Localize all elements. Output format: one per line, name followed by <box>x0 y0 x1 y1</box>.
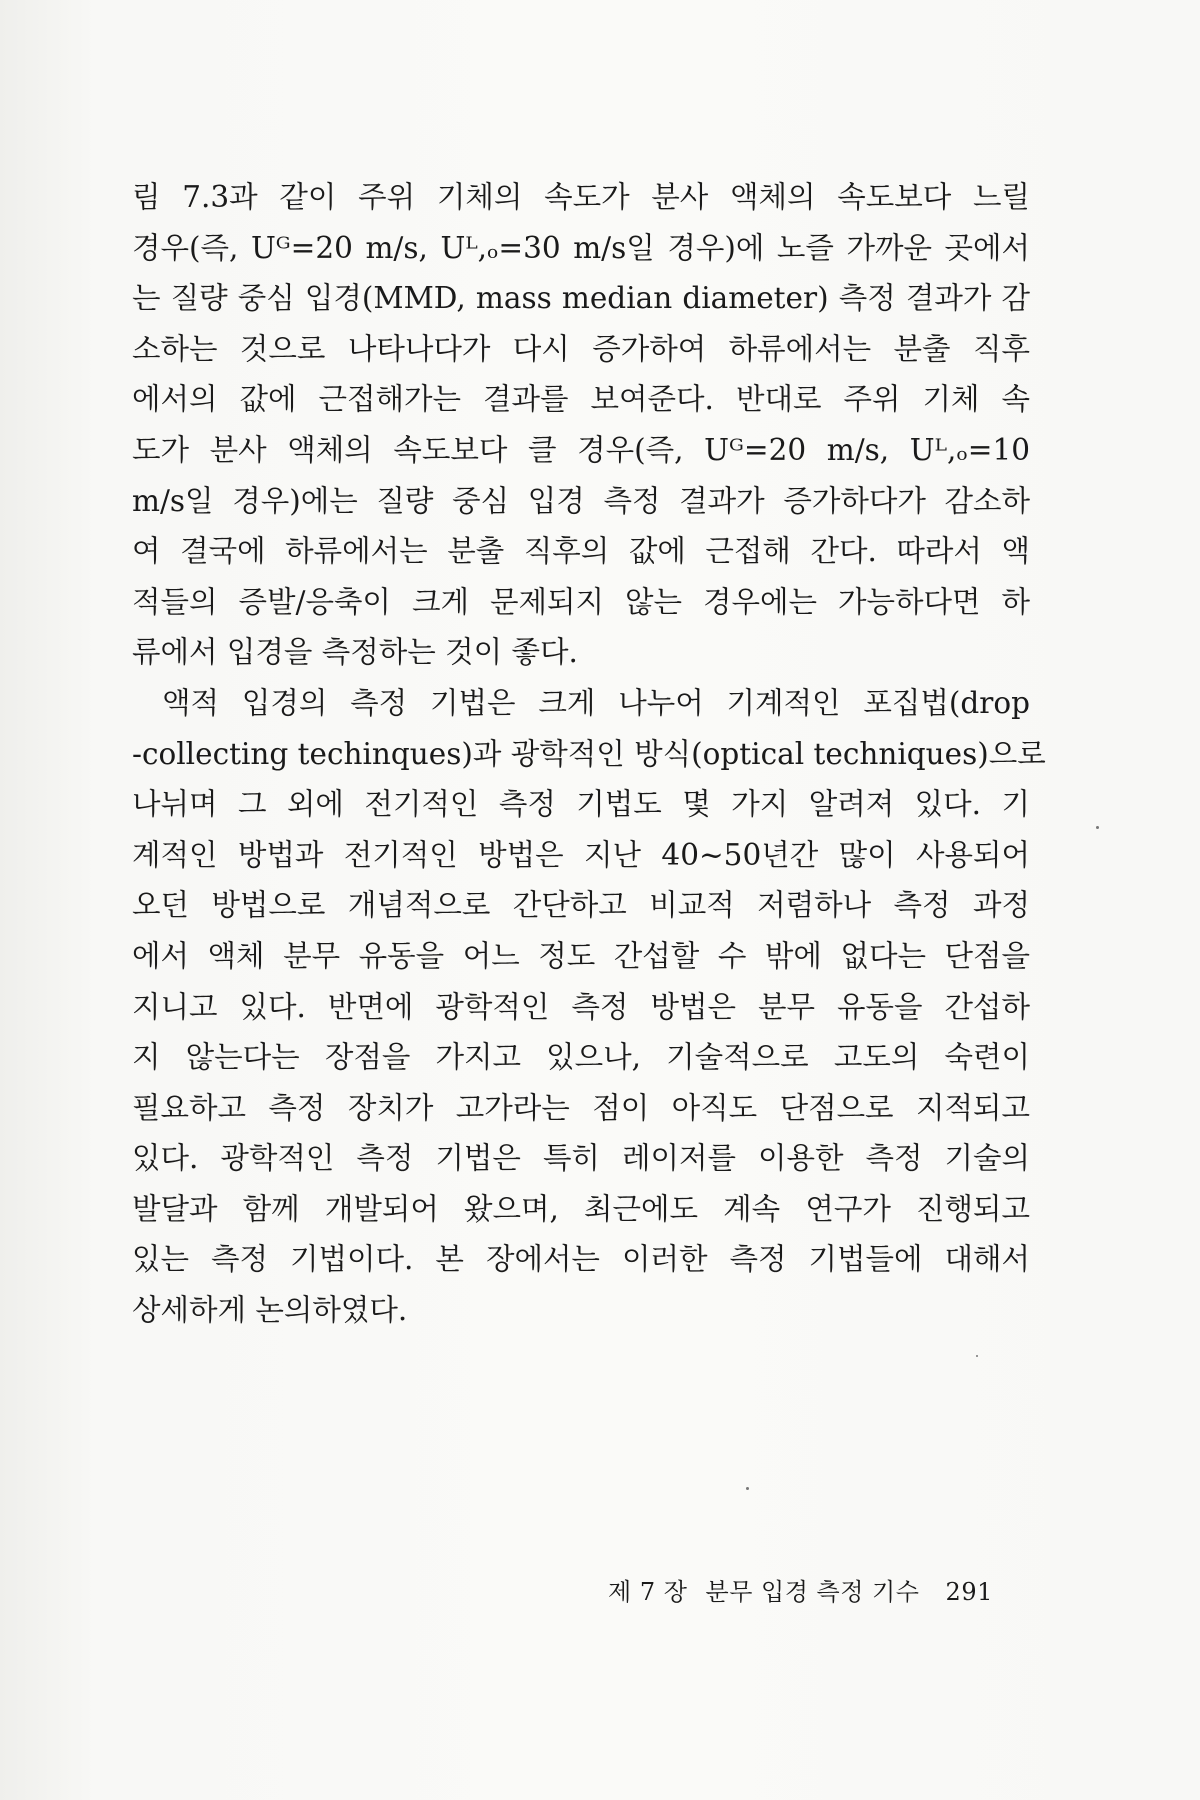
scan-speck <box>1096 826 1099 829</box>
text-line: 상세하게 논의하였다. <box>132 1293 408 1328</box>
scan-speck <box>746 1487 749 1490</box>
text-line: 나뉘며 그 외에 전기적인 측정 기법도 몇 가지 알려져 있다. 기 <box>132 787 1030 822</box>
text-line: 도가 분사 액체의 속도보다 클 경우(즉, Uᴳ=20 m/s, Uᴸ,ₒ=10 <box>132 432 1030 467</box>
text-line: 오던 방법으로 개념적으로 간단하고 비교적 저렴하나 측정 과정 <box>132 888 1030 923</box>
page-footer <box>608 1572 993 1607</box>
text-line: m/s일 경우)에는 질량 중심 입경 측정 결과가 증가하다가 감소하 <box>132 483 1030 518</box>
text-line: 있다. 광학적인 측정 기법은 특히 레이저를 이용한 측정 기술의 <box>132 1141 1030 1176</box>
text-line: 림 7.3과 같이 주위 기체의 속도가 분사 액체의 속도보다 느릴 <box>132 180 1030 214</box>
text-line: 지니고 있다. 반면에 광학적인 측정 방법은 분무 유동을 간섭하 <box>132 989 1030 1024</box>
chapter-title: 분무 입경 측정 기수 <box>705 1578 920 1606</box>
text-line: 계적인 방법과 전기적인 방법은 지난 40~50년간 많이 사용되어 <box>132 837 1030 872</box>
paragraph-1 <box>132 172 1030 678</box>
body-text <box>132 172 1046 1336</box>
text-line: 액적 입경의 측정 기법은 크게 나누어 기계적인 포집법(drop <box>162 685 1030 720</box>
chapter-label: 제 7 장 <box>608 1578 688 1606</box>
text-line: 경우(즉, Uᴳ=20 m/s, Uᴸ,ₒ=30 m/s일 경우)에 노즐 가까운 곳에서 <box>132 230 1030 265</box>
text-line: 지 않는다는 장점을 가지고 있으나, 기술적으로 고도의 숙련이 <box>132 1040 1030 1075</box>
text-line: -collecting techinques)과 광학적인 방식(optical techniques)으로 <box>132 736 1046 771</box>
text-line: 발달과 함께 개발되어 왔으며, 최근에도 계속 연구가 진행되고 <box>132 1191 1030 1226</box>
text-line: 적들의 증발/응축이 크게 문제되지 않는 경우에는 가능하다면 하 <box>132 584 1030 619</box>
text-line: 에서의 값에 근접해가는 결과를 보여준다. 반대로 주위 기체 속 <box>132 382 1030 417</box>
text-line: 필요하고 측정 장치가 고가라는 점이 아직도 단점으로 지적되고 <box>132 1090 1030 1125</box>
text-line: 류에서 입경을 측정하는 것이 좋다. <box>132 635 578 670</box>
text-line: 소하는 것으로 나타나다가 다시 증가하여 하류에서는 분출 직후 <box>132 331 1030 366</box>
text-line: 있는 측정 기법이다. 본 장에서는 이러한 측정 기법들에 대해서 <box>132 1242 1030 1277</box>
scan-speck <box>976 1355 978 1357</box>
paragraph-2 <box>132 678 1046 1336</box>
text-line: 는 질량 중심 입경(MMD, mass median diameter) 측정 결과가 감 <box>132 281 1030 316</box>
text-line: 에서 액체 분무 유동을 어느 정도 간섭할 수 밖에 없다는 단점을 <box>132 938 1030 973</box>
page-number: 291 <box>945 1578 993 1606</box>
text-line: 여 결국에 하류에서는 분출 직후의 값에 근접해 간다. 따라서 액 <box>132 534 1030 569</box>
